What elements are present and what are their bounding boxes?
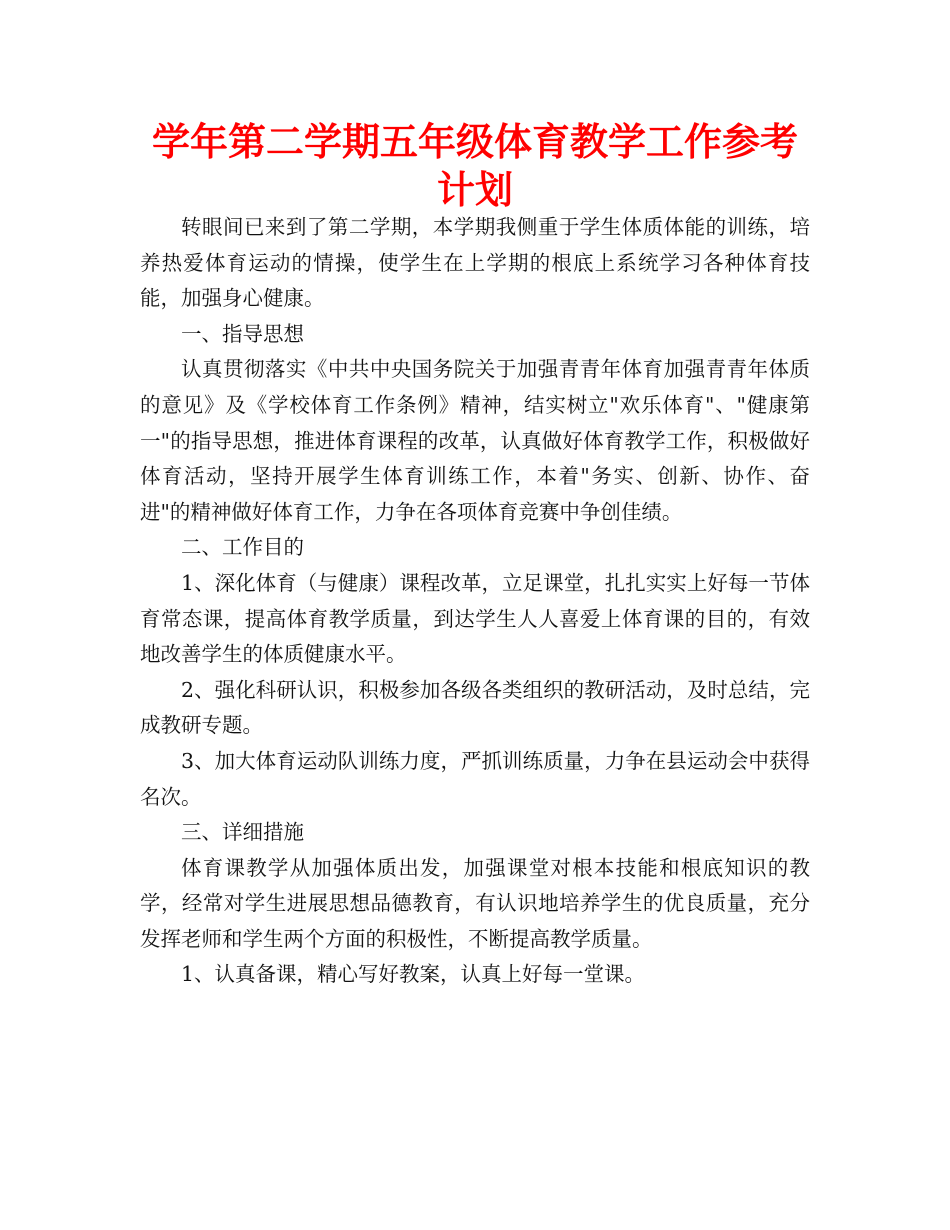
section-heading-work-goals: 二、工作目的 [181, 535, 304, 560]
measures-paragraph: 体育课教学从加强体质出发，加强课堂对根本技能和根底知识的教学，经常对学生进展思想品德教育，有认识地培养学生的优良质量，充分发挥老师和学生两个方面的积极性，不断提高教学质量。 [140, 855, 810, 951]
work-goal-item-1: 1、深化体育（与健康）课程改革，立足课堂，扎扎实实上好每一节体育常态课，提高体育教学质量，到达学生人人喜爱上体育课的目的，有效地改善学生的体质健康水平。 [140, 570, 810, 667]
section-heading-guiding-ideology: 一、指导思想 [181, 321, 304, 346]
section-heading-measures: 三、详细措施 [181, 820, 304, 845]
document-body [140, 210, 810, 993]
guiding-ideology-paragraph: 认真贯彻落实《中共中央国务院关于加强青青年体育加强青青年体质的意见》及《学校体育工作条例》精神，结实树立"欢乐体育"、"健康第一"的指导思想，推进体育课程的改革，认真做好体育教学工作，积极做好体育活动，坚持开展学生体育训练工作，本着"务实、创新、协作、奋进"的精神做好体育工作，力争在各项体育竞赛中争创佳绩。 [140, 357, 810, 524]
document-title: 学年第二学期五年级体育教学工作参考计划 [151, 120, 798, 212]
measure-item-1: 1、认真备课，精心写好教案，认真上好每一堂课。 [181, 962, 646, 987]
work-goal-item-3: 3、加大体育运动队训练力度，严抓训练质量，力争在县运动会中获得名次。 [140, 748, 810, 809]
work-goal-item-2: 2、强化科研认识，积极参加各级各类组织的教研活动，及时总结，完成教研专题。 [140, 677, 810, 738]
intro-paragraph: 转眼间已来到了第二学期，本学期我侧重于学生体质体能的训练，培养热爱体育运动的情操，使学生在上学期的根底上系统学习各种体育技能，加强身心健康。 [140, 215, 810, 311]
